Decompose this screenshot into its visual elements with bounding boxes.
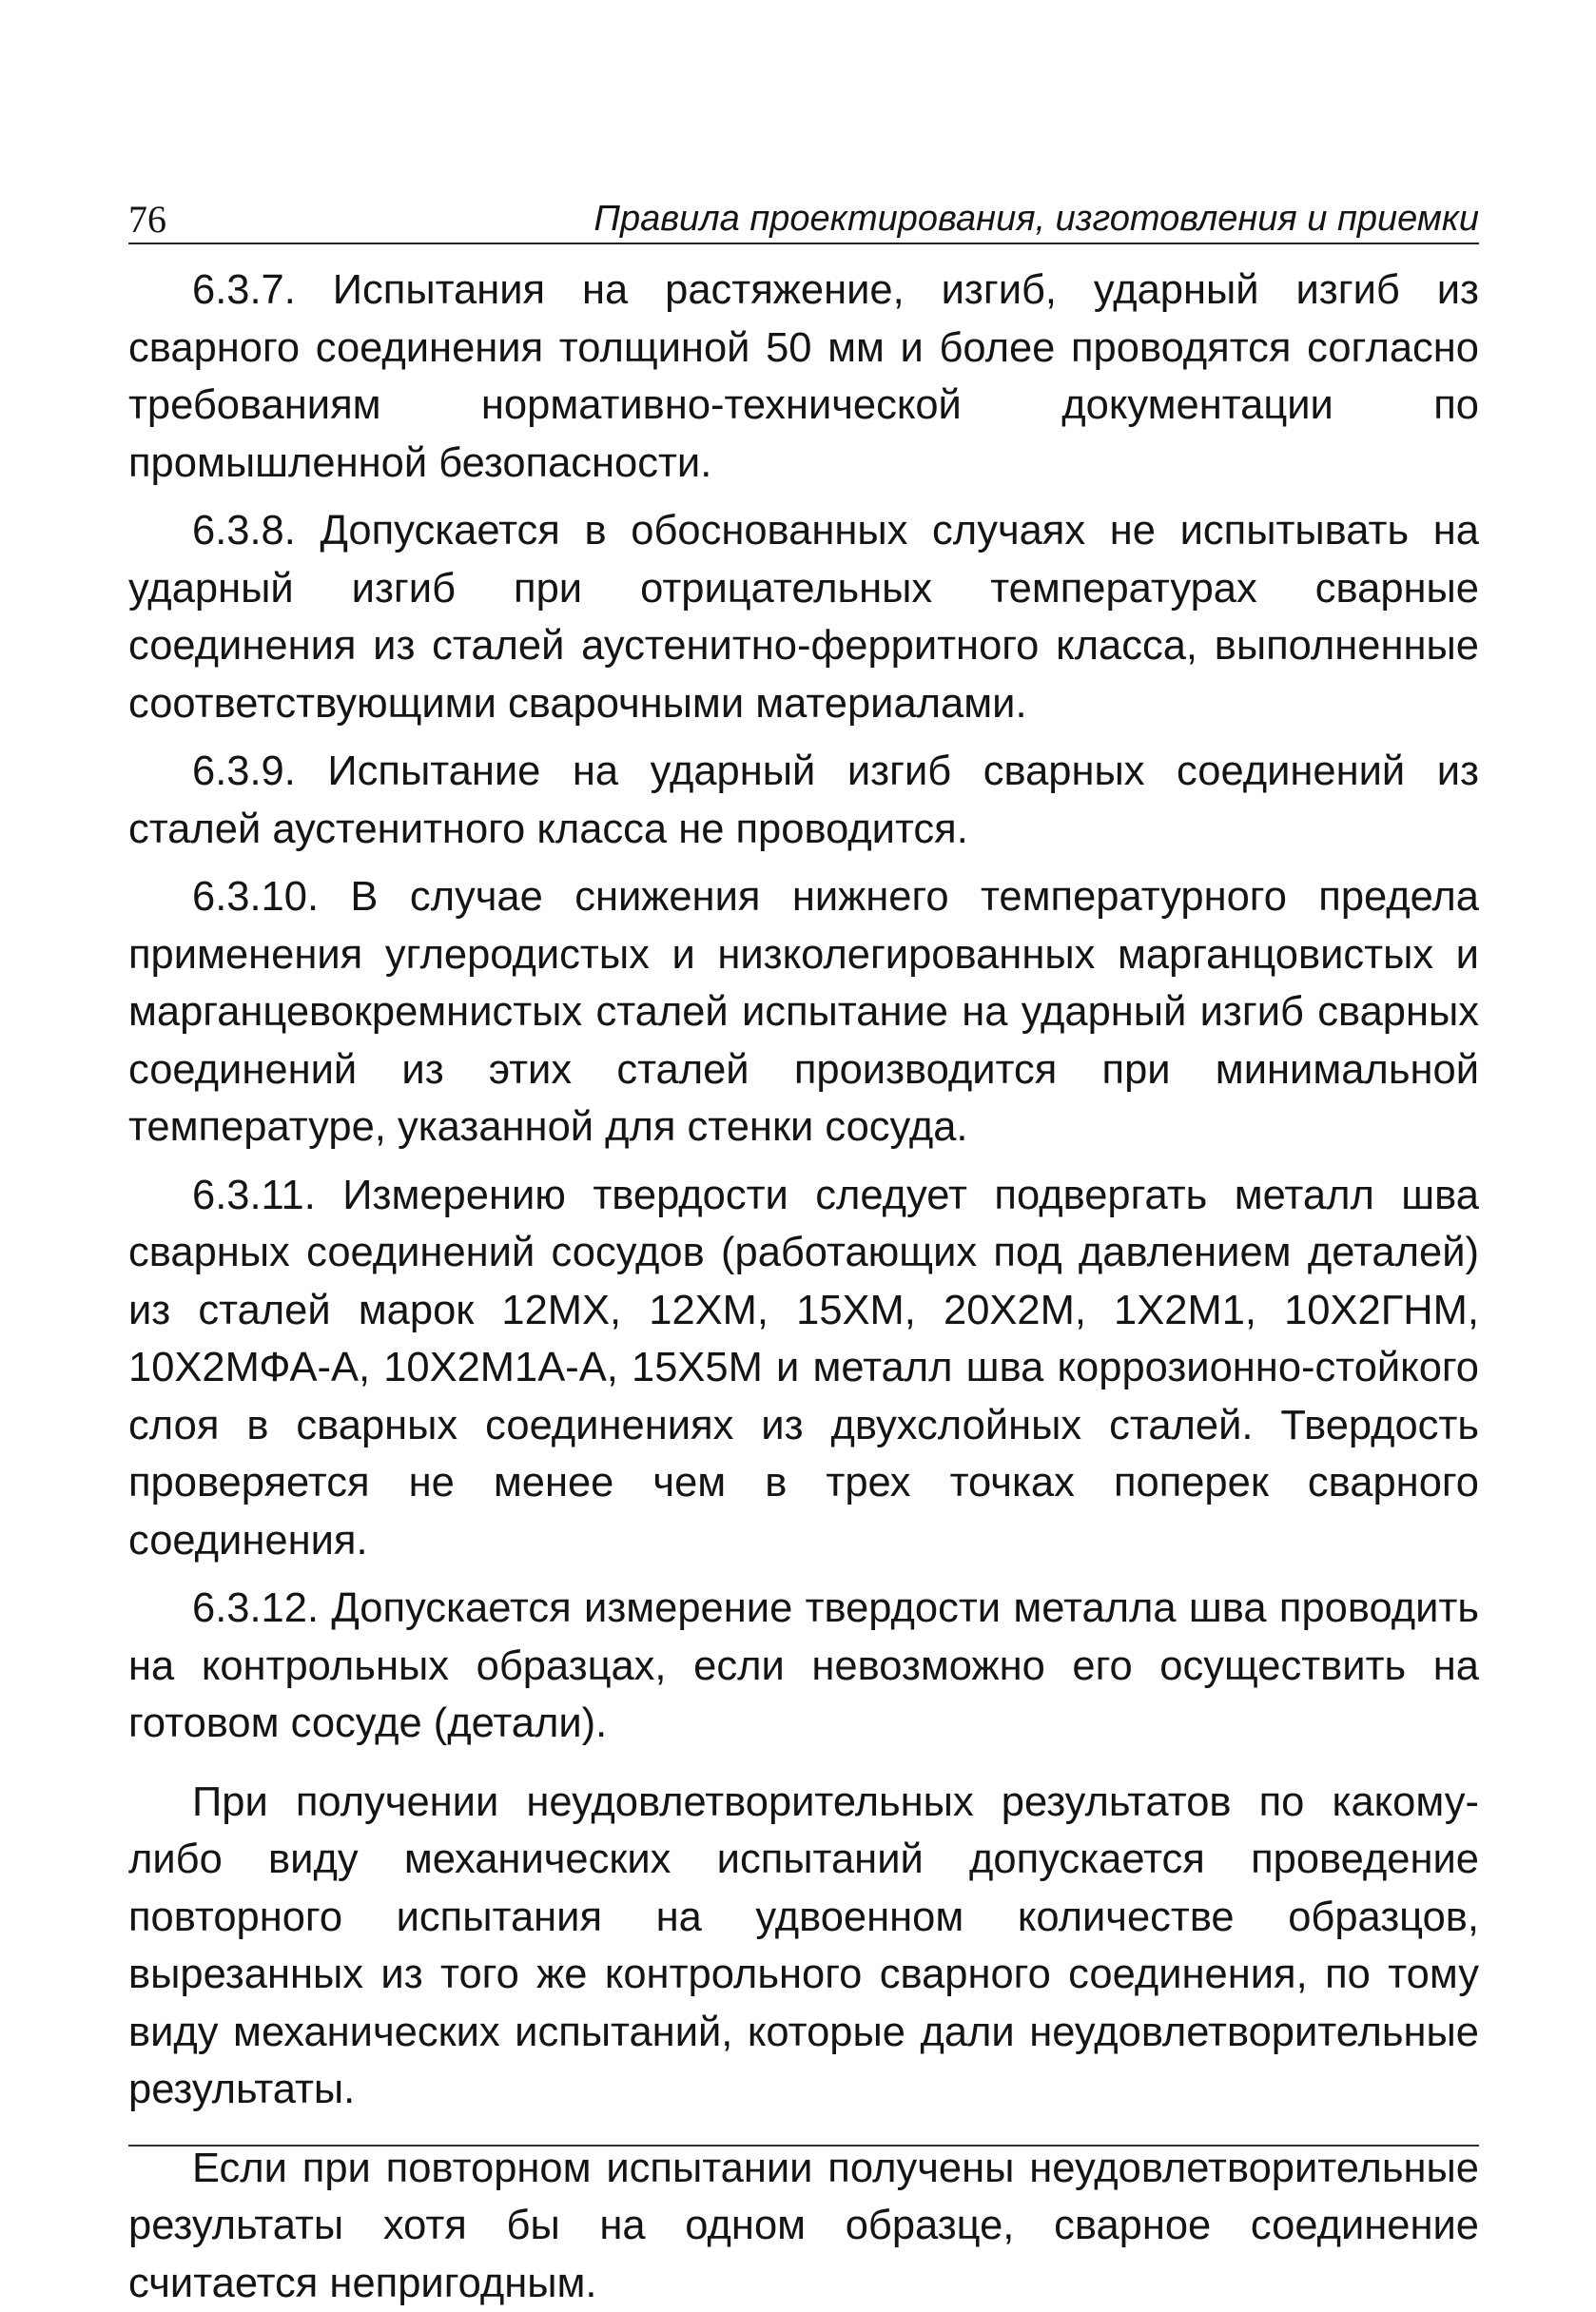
main-text [128, 262, 1479, 2312]
paragraph-6-3-9: 6.3.9. Испытание на ударный изгиб сварных соединений из сталей аустенитного класса не проводится. [128, 743, 1479, 858]
page-body [128, 185, 1479, 2183]
paragraph-6-3-11: 6.3.11. Измерению твердости следует подвергать металл шва сварных соединений сосудов (работающих под давлением деталей) из сталей марок 12МХ, 12ХМ, 15ХМ, 20Х2М, 1Х2М1, 10Х2ГНМ, 10Х2МФА-А, 10Х2М1А-А, 15Х5М и металл шва коррозионно-стойкого слоя в сварных соединениях из двухслойных сталей. Твердость проверяется не менее чем в трех точках поперек сварного соединения. [128, 1167, 1479, 1570]
paragraph-6-3-10: 6.3.10. В случае снижения нижнего температурного предела применения углеродистых и низколегированных марганцовистых и марганцевокремнистых сталей испытание на ударный изгиб сварных соединений из этих сталей производится при минимальной температуре, указанной для стенки сосуда. [128, 868, 1479, 1156]
footer-rule [128, 2145, 1479, 2147]
paragraph-6-3-12: 6.3.12. Допускается измерение твердости металла шва проводить на контрольных образцах, если невозможно его осуществить на готовом сосуде (детали). [128, 1580, 1479, 1753]
paragraph-retest: При получении неудовлетворительных результатов по какому-либо виду механических испытаний допускается проведение повторного испытания на удвоенном количестве образцов, вырезанных из того же контрольного сварного соединения, по тому виду механических испытаний, которые дали неудовлетворительные результаты. [128, 1774, 1479, 2119]
running-title: Правила проектирования, изготовления и приемки [594, 201, 1479, 237]
paragraph-unfit: Если при повторном испытании получены неудовлетворительные результаты хотя бы на одном образце, сварное соединение считается непригодным. [128, 2140, 1479, 2312]
paragraph-6-3-7: 6.3.7. Испытания на растяжение, изгиб, ударный изгиб из сварного соединения толщиной 50 мм и более проводятся согласно требованиям нормативно-технической документации по промышленной безопасности. [128, 262, 1479, 492]
page-header [128, 185, 1479, 244]
paragraph-6-3-8: 6.3.8. Допускается в обоснованных случаях не испытывать на ударный изгиб при отрицательных температурах сварные соединения из сталей аустенитно-ферритного класса, выполненные соответствующими сварочными материалами. [128, 502, 1479, 732]
page-number: 76 [128, 201, 166, 239]
